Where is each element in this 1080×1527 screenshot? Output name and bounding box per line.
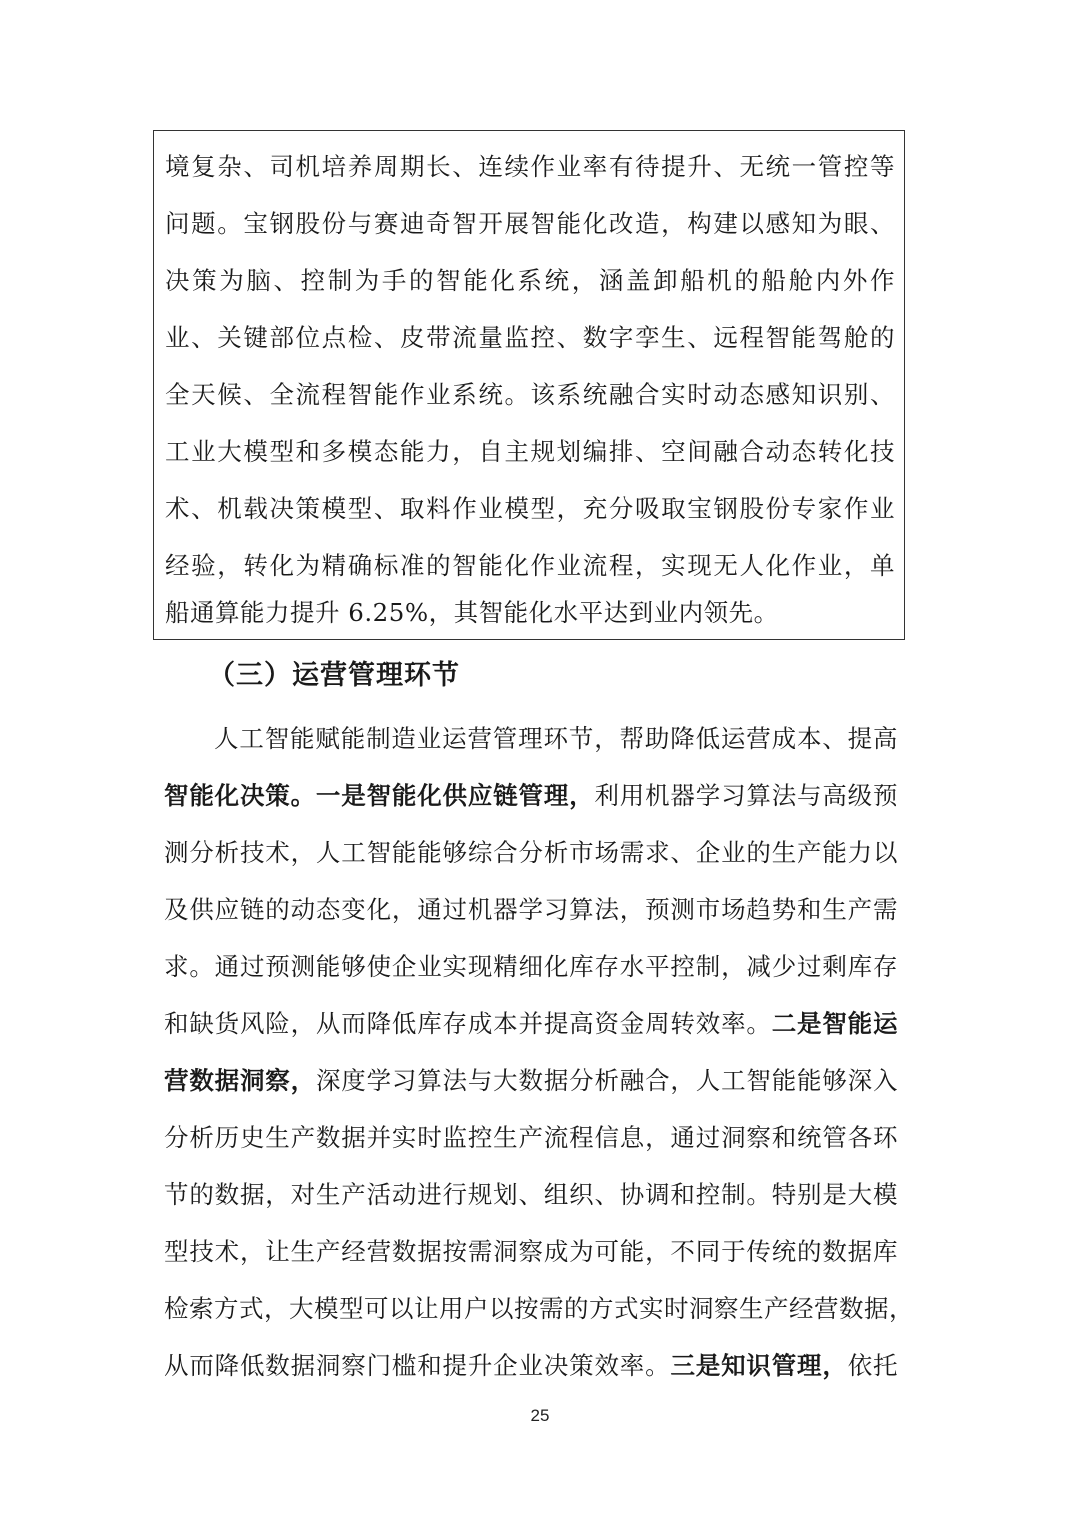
text-segment: 深度学习算法与大数据分析融合，人工智能能够深入 — [315, 1066, 899, 1095]
text-segment: 依托 — [847, 1351, 899, 1380]
case-line-1: 境复杂、司机培养周期长、连续作业率有待提升、无统一管控等 — [165, 152, 895, 181]
section-heading: （三）运营管理环节 — [208, 660, 460, 691]
text-segment: 利用机器学习算法与高级预 — [594, 781, 899, 810]
body-line-1: 人工智能赋能制造业运营管理环节，帮助降低运营成本、提高 — [214, 724, 898, 753]
bold-phrase-operations: 二是智能运 — [771, 1009, 899, 1038]
page-number: 25 — [530, 1406, 550, 1425]
text-segment: 从而降低数据洞察门槛和提升企业决策效率。 — [164, 1351, 671, 1380]
body-line-7 — [164, 1063, 898, 1099]
case-study-box — [153, 130, 905, 640]
body-line-12 — [164, 1348, 898, 1384]
body-line-4: 及供应链的动态变化，通过机器学习算法，预测市场趋势和生产需 — [164, 895, 898, 924]
case-line-8: 经验，转化为精确标准的智能化作业流程，实现无人化作业，单 — [165, 551, 895, 580]
case-line-7: 术、机载决策模型、取料作业模型，充分吸取宝钢股份专家作业 — [165, 494, 895, 523]
text-segment: 和缺货风险，从而降低库存成本并提高资金周转效率。 — [164, 1009, 772, 1038]
body-line-6 — [164, 1006, 898, 1042]
case-line-5: 全天候、全流程智能作业系统。该系统融合实时动态感知识别、 — [165, 380, 895, 409]
case-line-9: 船通算能力提升 6.25%，其智能化水平达到业内领先。 — [165, 598, 779, 627]
case-line-3: 决策为脑、控制为手的智能化系统，涵盖卸船机的船舱内外作 — [165, 266, 895, 295]
bold-phrase-data-insight: 营数据洞察， — [164, 1066, 316, 1095]
case-line-6: 工业大模型和多模态能力，自主规划编排、空间融合动态转化技 — [165, 437, 895, 466]
body-line-8: 分析历史生产数据并实时监控生产流程信息，通过洞察和统管各环 — [164, 1123, 898, 1152]
body-line-5: 求。通过预测能够使企业实现精细化库存水平控制，减少过剩库存 — [164, 952, 898, 981]
body-line-2 — [164, 778, 898, 814]
case-line-4: 业、关键部位点检、皮带流量监控、数字孪生、远程智能驾舱的 — [165, 323, 895, 352]
body-line-10: 型技术，让生产经营数据按需洞察成为可能，不同于传统的数据库 — [164, 1237, 898, 1266]
bold-phrase-knowledge: 三是知识管理， — [670, 1351, 848, 1380]
body-line-9: 节的数据，对生产活动进行规划、组织、协调和控制。特别是大模 — [164, 1180, 898, 1209]
bold-phrase-supply-chain: 智能化决策。一是智能化供应链管理， — [164, 781, 595, 810]
body-line-3: 测分析技术，人工智能能够综合分析市场需求、企业的生产能力以 — [164, 838, 898, 867]
body-line-11: 检索方式，大模型可以让用户以按需的方式实时洞察生产经营数据， — [164, 1294, 914, 1323]
case-line-2: 问题。宝钢股份与赛迪奇智开展智能化改造，构建以感知为眼、 — [165, 209, 895, 238]
